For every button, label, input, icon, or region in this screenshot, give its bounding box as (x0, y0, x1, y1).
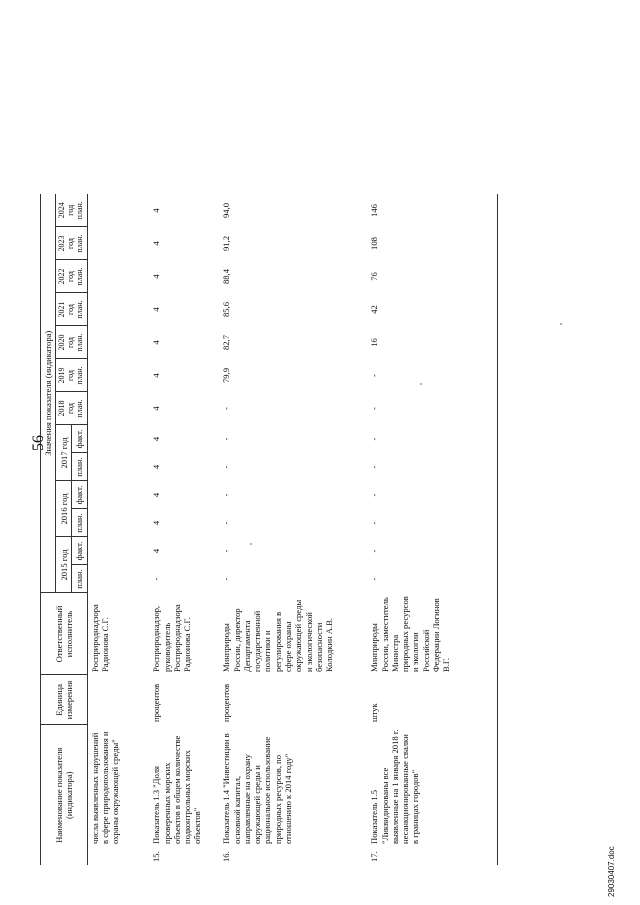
value-2021: 42 (367, 293, 497, 326)
value-2019: 4 (151, 373, 162, 378)
indicator-unit: процентов (151, 683, 162, 722)
value-2017-plan (87, 453, 149, 481)
table-row (149, 194, 219, 865)
header-unit: Единица измерения (41, 675, 88, 725)
value-2020 (87, 326, 149, 359)
value-2018: - (221, 407, 232, 410)
value-2016-plan: - (221, 521, 232, 525)
indicator-name: Показатель 1.4 "Инвестиции в основной капитал, направленные на охрану окружающей среды и рациональное использование природных ресурсов, по отношению к 2014 году" (221, 733, 294, 844)
indicator-name: Показатель 1.3 "Доля проверенных морских объектов в общем количестве подконтрольных морских объектов" (151, 735, 203, 844)
header-2020: 2020 год план. (56, 326, 87, 359)
header-values-group: Значения показателя (индикатора) (41, 194, 56, 593)
indicators-table (40, 194, 498, 865)
table-row (367, 194, 497, 865)
header-2016-fact: факт. (72, 481, 88, 509)
value-2020: 16 (367, 326, 497, 359)
value-2017-fact: - (367, 425, 497, 453)
value-2024: 4 (151, 208, 162, 213)
value-2020: 4 (151, 340, 162, 345)
value-2022: 88,4 (221, 268, 232, 285)
value-2022 (87, 260, 149, 293)
value-2017-plan: 4 (151, 464, 162, 470)
value-2016-plan: - (367, 509, 497, 537)
value-2015-plan: - (367, 565, 497, 593)
header-2017-plan: план. (72, 453, 88, 481)
header-2015-plan: план. (72, 565, 88, 593)
value-2021 (87, 293, 149, 326)
value-2015-fact: 4 (151, 548, 162, 554)
value-2015-plan (87, 565, 149, 593)
indicator-unit (87, 675, 149, 725)
value-2018 (87, 392, 149, 425)
value-2017-plan: - (221, 465, 232, 469)
indicator-responsible: Росприроднадзора Радионова С.Г. (89, 604, 111, 672)
value-2017-fact: 4 (151, 436, 162, 442)
value-2021: 4 (151, 307, 162, 312)
value-2016-fact: 4 (151, 492, 162, 498)
header-responsible: Ответственный исполнитель (41, 593, 88, 675)
header-2024: 2024 год план. (56, 194, 87, 227)
value-2019: 79,9 (221, 367, 232, 384)
value-2019: - (367, 359, 497, 392)
value-2023 (87, 227, 149, 260)
value-2024: 146 (367, 194, 497, 227)
header-2022: 2022 год план. (56, 260, 87, 293)
header-2019: 2019 год план. (56, 359, 87, 392)
value-2016-fact (87, 481, 149, 509)
table-row (219, 194, 367, 865)
value-2021: 85,6 (221, 301, 232, 318)
indicator-responsible: Минприроды России, директор Департамента государственной политики и регулирования в сфере охраны окружающей среды и экологической безопасности Колодкин А.В. (221, 599, 335, 672)
header-2015-fact: факт. (72, 537, 88, 565)
value-2017-fact (87, 425, 149, 453)
header-2015: 2015 год (56, 537, 72, 593)
indicator-responsible: Росприроднадзор, руководитель Росприроднадзора Радионова С.Г. (151, 604, 193, 672)
value-2020: 82,7 (221, 334, 232, 351)
value-2018: - (367, 392, 497, 425)
table-row (87, 194, 149, 865)
scan-speck (420, 383, 422, 385)
value-2018: 4 (151, 406, 162, 411)
value-2024: 94,0 (221, 202, 232, 219)
header-2023: 2023 год план. (56, 227, 87, 260)
value-2016-plan (87, 509, 149, 537)
value-2019 (87, 359, 149, 392)
scan-speck (560, 323, 562, 325)
value-2023: 4 (151, 241, 162, 246)
value-2015-fact (87, 537, 149, 565)
header-2016-plan: план. (72, 509, 88, 537)
value-2017-plan: - (367, 453, 497, 481)
value-2024 (87, 194, 149, 227)
header-2021: 2021 год план. (56, 293, 87, 326)
value-2022: 4 (151, 274, 162, 279)
footer-code: 29030407.doc (607, 846, 616, 897)
indicator-unit: процентов (221, 683, 232, 722)
row-number: 15. (151, 851, 162, 862)
row-number: 17. (367, 847, 497, 865)
indicator-unit: штук (367, 675, 497, 725)
indicator-responsible: Минприроды России, заместитель Министра природных ресурсов и экологии Российской Федерации Логинов В.Г. (367, 593, 497, 675)
value-2016-fact: - (221, 493, 232, 497)
value-2022: 76 (367, 260, 497, 293)
row-number (87, 847, 149, 865)
value-2015-plan: - (221, 577, 232, 581)
value-2023: 91,2 (221, 235, 232, 252)
value-2015-fact: - (221, 549, 232, 553)
indicator-name: числа выявленных нарушений в сфере природопользования и охраны окружающей среды" (89, 731, 121, 844)
value-2023: 108 (367, 227, 497, 260)
value-2015-fact: - (367, 537, 497, 565)
value-2016-fact: - (367, 481, 497, 509)
header-2018: 2018 год план. (56, 392, 87, 425)
page-number: 56 (30, 435, 47, 451)
scan-speck (250, 543, 252, 545)
header-2017-fact: факт. (72, 425, 88, 453)
header-2016: 2016 год (56, 481, 72, 537)
value-2015-plan: - (151, 577, 162, 581)
row-number: 16. (221, 851, 232, 862)
indicator-name: Показатель 1.5 "Ликвидированы все выявленные на 1 января 2018 г. несанкционированные свалки в границах городов" (367, 725, 497, 847)
value-2016-plan: 4 (151, 520, 162, 526)
value-2017-fact: - (221, 437, 232, 441)
header-name: Наименование показателя (индикатора) (41, 725, 88, 865)
header-2017: 2017 год (56, 425, 72, 481)
